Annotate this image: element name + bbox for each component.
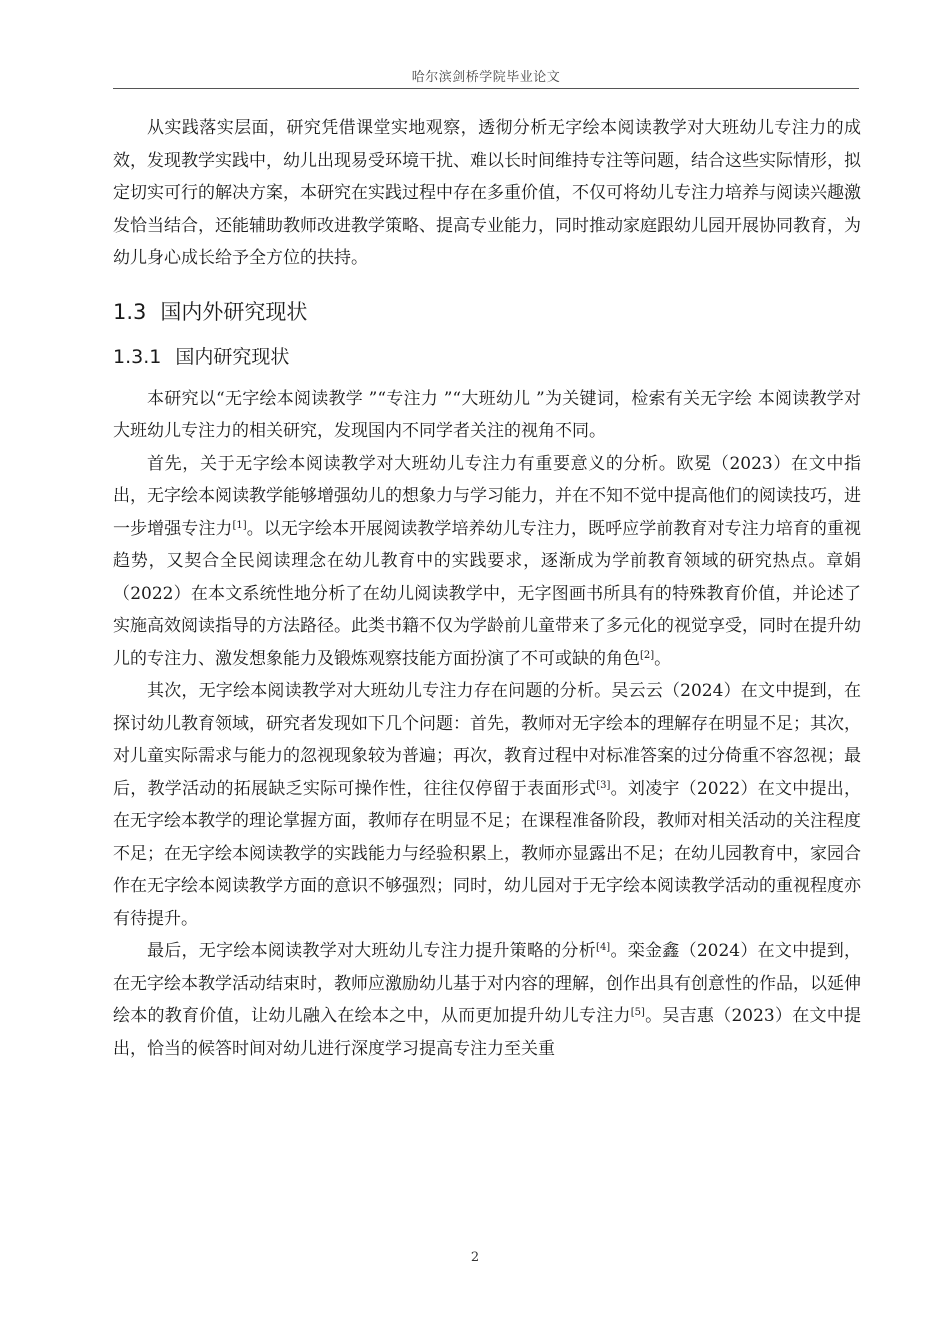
- subsection-heading-1-3-1: [113, 343, 861, 371]
- citation-2[interactable]: [2]: [640, 649, 655, 661]
- citation-5[interactable]: [5]: [630, 1007, 645, 1018]
- paragraph-strategies: 最后，无字绘本阅读教学对大班幼儿专注力提升策略的分析[4]。栾金鑫（2024）在文中提到，在无字绘本教学活动结束时，教师应激励幼儿基于对内容的理解，创作出具有创意性的作品，以延伸绘本的教育价值，让幼儿融入在绘本之中，从而更加提升幼儿专注力[5]。吴吉惠（2023）在文中提出，恰当的候答时间对幼儿进行深度学习提高专注力至关重: [113, 941, 862, 1059]
- header-divider: [113, 88, 859, 89]
- paragraph-keywords: 本研究以“无字绘本阅读教学 ”“专注力 ”“大班幼儿 ”为关键词，检索有关无字绘 本阅读教学对大班幼儿专注力的相关研究，发现国内不同学者关注的视角不同。: [113, 388, 861, 441]
- page-body: [113, 112, 861, 1065]
- subsection-title: 国内研究现状: [175, 345, 290, 368]
- running-header: 哈尔滨剑桥学院毕业论文: [411, 70, 561, 85]
- page-number: 2: [470, 1250, 480, 1265]
- citation-4[interactable]: [4]: [596, 942, 611, 953]
- section-number: 1.3: [113, 299, 147, 324]
- paragraph-significance: 首先，关于无字绘本阅读教学对大班幼儿专注力有重要意义的分析。欧冕（2023）在文中指出，无字绘本阅读教学能够增强幼儿的想象力与学习能力，并在不知不觉中提高他们的阅读技巧，进一步增强专注力[1]。以无字绘本开展阅读教学培养幼儿专注力，既呼应学前教育对专注力培育的重视趋势，又契合全民阅读理念在幼儿教育中的实践要求，逐渐成为学前教育领域的研究热点。章娟（2022）在本文系统性地分析了在幼儿阅读教学中，无字图画书所具有的特殊教育价值，并论述了实施高效阅读指导的方法路径。此类书籍不仅为学龄前儿童带来了多元化的视觉享受，同时在提升幼儿的专注力、激发想象能力及锻炼观察技能方面扮演了不可或缺的角色[2]。: [113, 453, 862, 669]
- section-heading-1-3: [113, 297, 861, 327]
- subsection-number: 1.3.1: [113, 345, 162, 368]
- paragraph-practice-value: 从实践落实层面，研究凭借课堂实地观察，透彻分析无字绘本阅读教学对大班幼儿专注力的成效，发现教学实践中，幼儿出现易受环境干扰、难以长时间维持专注等问题，结合这些实际情形，拟定切实可行的解决方案，本研究在实践过程中存在多重价值，不仅可将幼儿专注力培养与阅读兴趣激发恰当结合，还能辅助教师改进教学策略、提高专业能力，同时推动家庭跟幼儿园开展协同教育，为幼儿身心成长给予全方位的扶持。: [113, 118, 861, 268]
- section-title: 国内外研究现状: [160, 299, 308, 324]
- citation-3[interactable]: [3]: [596, 779, 611, 791]
- paragraph-problems: 其次，无字绘本阅读教学对大班幼儿专注力存在问题的分析。吴云云（2024）在文中提到，在探讨幼儿教育领域，研究者发现如下几个问题：首先，教师对无字绘本的理解存在明显不足；其次，对儿童实际需求与能力的忽视现象较为普遍；再次，教育过程中对标准答案的过分倚重不容忽视；最后，教学活动的拓展缺乏实际可操作性，往往仅停留于表面形式[3]。刘凌宇（2022）在文中提出，在无字绘本教学的理论掌握方面，教师存在明显不足；在课程准备阶段，教师对相关活动的关注程度不足；在无字绘本阅读教学的实践能力与经验积累上，教师亦显露出不足；在幼儿园教育中，家园合作在无字绘本阅读教学方面的意识不够强烈；同时，幼儿园对于无字绘本阅读教学活动的重视程度亦有待提升。: [113, 681, 862, 929]
- citation-1[interactable]: [1]: [232, 519, 247, 531]
